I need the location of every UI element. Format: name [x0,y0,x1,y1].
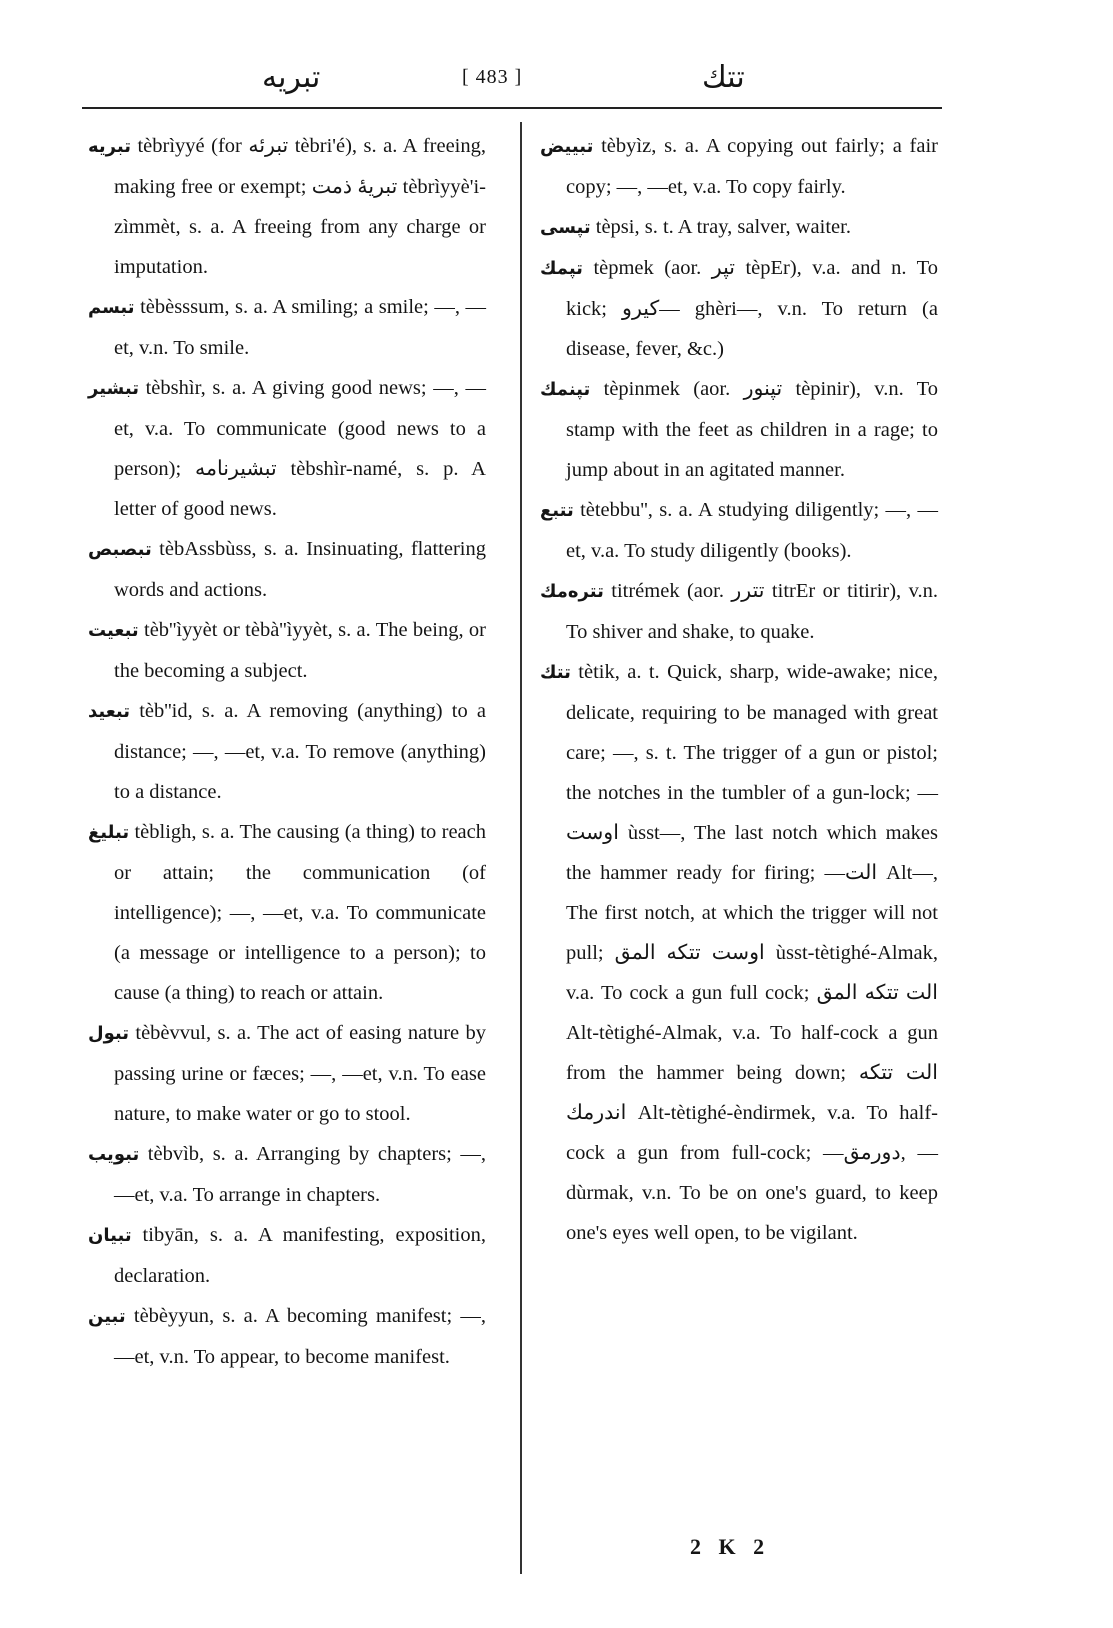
column-divider [520,122,522,1574]
dictionary-entry [88,610,486,691]
left-column [88,126,486,1377]
dictionary-entry [540,207,938,248]
dictionary-entry [88,126,486,287]
entry-headword: تبين [88,1306,126,1327]
entry-definition: tèb''ìyyèt or tèbà''ìyyèt, s. a. The being, or the becoming a subject. [114,619,487,682]
entry-definition: tèbyìz, s. a. A copying out fairly; a fair copy; —, —et, v.a. To copy fairly. [566,135,938,198]
right-column [540,126,938,1253]
entry-headword: تبويب [88,1144,140,1165]
entry-definition: tèpinmek (aor. تپنور tèpinir), v.n. To stamp with the feet as children in a rage; to jump about in an agitated manner. [566,378,939,481]
dictionary-entry [540,490,938,571]
entry-headword: تبريه [88,136,131,157]
entry-definition: tèbrìyyé (for تبرئه tèbri'é), s. a. A freeing, making free or exempt; تبريهٔ ذمت tèbrìyyè'i-zìmmèt, s. a. A freeing from any charge or imputation. [114,135,486,278]
entry-headword: تبصبص [88,539,152,560]
entry-definition: tètebbu'', s. a. A studying diligently; —, —et, v.a. To study diligently (books). [566,499,938,562]
header-left-catchword: تبريه [262,60,321,95]
dictionary-entry [88,1215,486,1296]
dictionary-entry [88,368,486,529]
entry-definition: tèbèvvul, s. a. The act of easing nature by passing urine or fæces; —, —et, v.n. To ease nature, to make water or go to stool. [114,1022,486,1125]
entry-definition: tèbAssbùss, s. a. Insinuating, flattering words and actions. [114,538,486,601]
dictionary-entry [540,571,938,652]
page-number: [ 483 ] [462,66,523,88]
entry-headword: تبيان [88,1225,132,1246]
entry-definition: titrémek (aor. تترر titrEr or titirir), v.n. To shiver and shake, to quake. [566,580,939,643]
entry-headword: تبعيد [88,701,131,722]
entry-headword: تبسم [88,297,135,318]
entry-headword: تتك [540,662,571,683]
entry-headword: تبشير [88,378,139,399]
entry-headword: تترەمك [540,581,604,602]
entry-definition: tibyān, s. a. A manifesting, exposition, declaration. [114,1224,487,1287]
dictionary-entry [540,369,938,490]
dictionary-entry [88,1134,486,1215]
entry-definition: tèbèsssum, s. a. A smiling; a smile; —, —et, v.n. To smile. [114,296,486,359]
entry-headword: تبييض [540,136,594,157]
entry-definition: tèpsi, s. t. A tray, salver, waiter. [595,216,851,238]
entry-definition: tèbshìr, s. a. A giving good news; —, —et, v.a. To communicate (good news to a person); تبشيرنامه tèbshìr-namé, s. p. A letter of good news. [114,377,487,520]
entry-headword: تپنمك [540,379,591,400]
dictionary-entry [88,287,486,368]
dictionary-entry [88,1013,486,1134]
entry-headword: تپمك [540,258,583,279]
entry-definition: tèpmek (aor. تپر tèpEr), v.a. and n. To kick; كيرو— ghèri—, v.n. To return (a disease, fever, &c.) [566,257,938,360]
entry-headword: تتبع [540,500,574,521]
dictionary-entry [88,1296,486,1377]
entry-headword: تبليغ [88,822,130,843]
dictionary-entry [540,248,938,369]
entry-headword: تپسی [540,217,591,238]
dictionary-entry [88,529,486,610]
header-right-catchword: تتك [702,60,745,95]
dictionary-entry [540,126,938,207]
entry-definition: tèbligh, s. a. The causing (a thing) to reach or attain; the communication (of intelligence); —, —et, v.a. To communicate (a message or intelligence to a person); to cause (a thing) to reach or attain. [114,821,486,1004]
entry-definition: tèbèyyun, s. a. A becoming manifest; —, —et, v.n. To appear, to become manifest. [114,1305,487,1368]
dictionary-entry [540,652,938,1253]
header-rule [82,107,942,109]
dictionary-entry [88,812,486,1013]
entry-definition: tèbvìb, s. a. Arranging by chapters; —, —et, v.a. To arrange in chapters. [114,1143,487,1206]
signature-mark: 2 K 2 [690,1534,771,1559]
entry-definition: tètik, a. t. Quick, sharp, wide-awake; nice, delicate, requiring to be managed with great care; —, s. t. The trigger of a gun or pistol; the notches in the tumbler of a gun-lock; — اوست ùsst—, The last notch which makes the hammer ready for firing; —الت Alt—, The first notch, at which the trigger will not pull; اوست تتكه المق ùsst-tètighé-Almak, v.a. To cock a gun full cock; الت تتكه المق Alt-tètighé-Almak, v.a. To half-cock a gun from the hammer being down; الت تتكه اندرمك Alt-tètighé-èndirmek, v.a. To half-cock a gun from full-cock; —دورمق, —dùrmak, v.n. To be on one's guard, to keep one's eyes well open, to be vigilant. [566,661,938,1244]
entry-definition: tèb''id, s. a. A removing (anything) to a distance; —, —et, v.a. To remove (anything) to a distance. [114,700,486,803]
entry-headword: تبول [88,1023,130,1044]
entry-headword: تبعيت [88,620,139,641]
dictionary-entry [88,691,486,812]
page-header [82,58,942,106]
